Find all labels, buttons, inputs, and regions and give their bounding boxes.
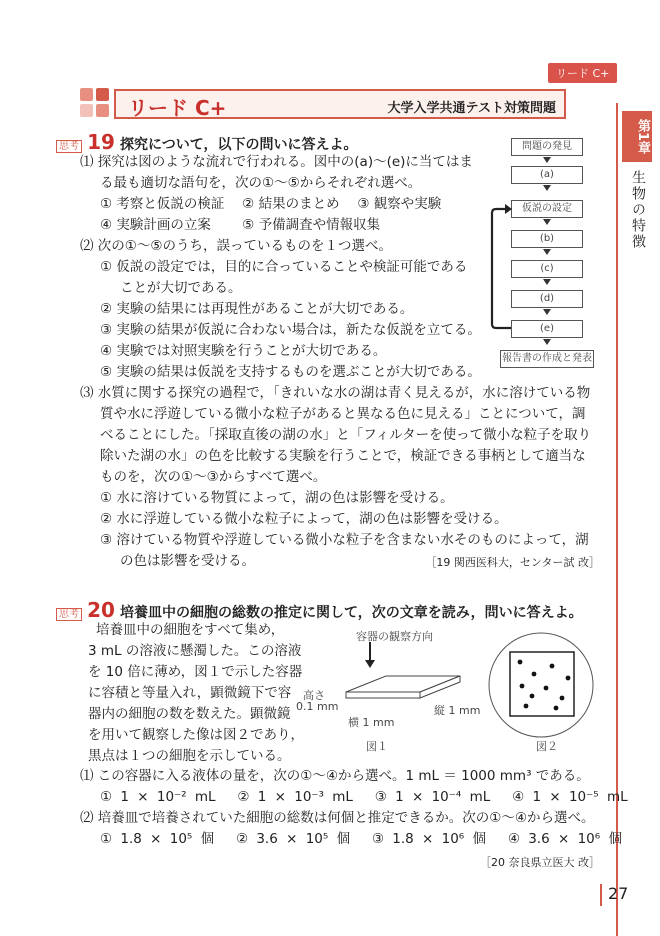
q19-line: 質や水に浮遊している微小な粒子があると異なる色に見える」ことについて，調 [100,406,586,422]
option: ① 1.8 × 10⁵ 個 [100,831,215,847]
q19-line: る最も適切な語句を，次の①～⑤からそれぞれ選べ。 [100,175,422,191]
option: ② 1 × 10⁻³ mL [237,789,353,805]
q20-intro-line: 3 mL の溶液に懸濁した。この溶液 [88,643,302,659]
q19-prompt: 探究について，以下の問いに答えよ。 [120,137,358,153]
fig2-caption: 図２ [536,740,558,753]
flow-step: 報告書の作成と発表 [500,350,594,368]
observation-arrow [360,640,380,670]
title-main: リード C+ [128,96,227,120]
option: ④ 1 × 10⁻⁵ mL [512,789,628,805]
chapter-label: 第1章 [622,111,652,162]
q20-header [56,598,583,622]
title-sub: 大学入学共通テスト対策問題 [387,101,556,116]
option: ④ 3.6 × 10⁶ 個 [507,831,622,847]
q20-intro-line: 器内の細胞の数を数えた。顕微鏡 [88,706,291,722]
q19-line: ② 水に浮遊している微小な粒子によって，湖の色は影響を受ける。 [100,511,508,527]
option: ① 1 × 10⁻² mL [100,789,216,805]
q19-line: ① 考察と仮説の検証 ② 結果のまとめ ③ 観察や実験 [100,196,442,212]
q19-line: ⑴ 探究は図のような流れで行われる。図中の(a)～(e)に当てはま [80,154,473,170]
q20-intro-line: 培養皿中の細胞をすべて集め， [96,622,285,638]
q20-intro-line: を 10 倍に薄め，図１で示した容器 [88,664,303,680]
q19-line: ③ 溶けている物質や浮遊している微小な粒子を含まない水そのものによって，湖 [100,532,589,548]
flow-step: 仮説の設定 [511,200,583,218]
title-box [114,89,566,119]
q19-line: ① 水に溶けている物質によって，湖の色は影響を受ける。 [100,490,454,506]
q20-prompt: 培養皿中の細胞の総数の推定に関して，次の文章を読み，問いに答えよ。 [120,605,583,621]
page-number-rule [600,884,602,906]
flow-step: (d) [511,290,583,308]
q19-line: ⑵ 次の①～⑤のうち，誤っているものを１つ選べ。 [80,238,392,254]
flow-step: (b) [511,230,583,248]
q20-source: ［20 奈良県立医大 改］ [480,856,600,869]
q19-line: べることにした。「採取直後の湖の水」と「フィルターを使って微小な粒子を取り [100,427,592,443]
q19-line: 除いた湖の水」の色を比較する実験を行うことで，検証できる事柄として適当な [100,448,586,464]
q20-q1: ⑴ この容器に入る液体の量を，次の①～④から選べ。1 mL ＝ 1000 mm³ である。 [80,768,590,784]
q20-q2: ⑵ 培養皿で培養されていた細胞の総数は何個と推定できるか。次の①～④から選べ。 [80,810,595,826]
fig1-direction: 容器の観察方向 [356,630,433,643]
q20-badge: 思考 [56,608,82,621]
q20-questions [80,766,628,850]
q19-line: ④ 実験では対照実験を行うことが大切である。 [100,343,387,359]
q19-source: ［19 関西医科大，センター試 改］ [425,556,600,569]
flow-step: (a) [511,166,583,184]
q19-line: ① 仮説の設定では，目的に合っていることや検証可能である [100,259,468,275]
q20-intro-line: に容積と等量入れ，顕微鏡下で容 [88,685,292,701]
q20-q1-options [80,787,628,808]
fig1-height-value: 0.1 mm [296,700,339,713]
page-number: 27 [608,884,629,903]
q19-line: ⑶ 水質に関する探究の過程で，「きれいな水の湖は青く見えるが，水に溶けている物 [80,385,591,401]
feedback-loop-arrow [490,200,514,336]
flow-step: 問題の発見 [511,138,583,156]
fig1-height-label: 高さ [303,689,325,702]
chapter-topic: 生物の特徴 [630,170,646,251]
q19-line: ことが大切である。 [120,280,242,296]
q20-intro [88,620,304,767]
option: ② 3.6 × 10⁵ 個 [235,831,351,847]
fig1-width: 横 1 mm [348,716,395,729]
q19-line: ものを，次の①～③からすべて選べ。 [100,469,327,485]
q19-line: ④ 実験計画の立案 ⑤ 予備調査や情報収集 [100,217,381,233]
q19-line: の色は影響を受ける。 [120,553,255,569]
option: ③ 1.8 × 10⁶ 個 [371,831,487,847]
q20-q2-options [80,829,628,850]
q19-line: ⑤ 実験の結果は仮説を支持するものを選ぶことが大切である。 [100,364,481,380]
q20-intro-line: 黒点は１つの細胞を示している。 [88,748,291,764]
header-tag: リード C+ [548,63,617,83]
fig1-depth: 縦 1 mm [434,704,481,717]
q19-number: 19 [87,130,115,154]
flow-step: (e) [511,320,583,338]
q19-line: ② 実験の結果には再現性があることが大切である。 [100,301,414,317]
flow-step: (c) [511,260,583,278]
fig1-caption: 図１ [366,740,388,753]
q19-badge: 思考 [56,140,82,153]
microscope-view [486,630,596,740]
option: ③ 1 × 10⁻⁴ mL [374,789,491,805]
q20-number: 20 [87,598,115,622]
q19-line: ③ 実験の結果が仮説に合わない場合は，新たな仮説を立てる。 [100,322,481,338]
q20-intro-line: を用いて観察した像は図２であり， [88,727,304,743]
q19-header [56,130,357,154]
